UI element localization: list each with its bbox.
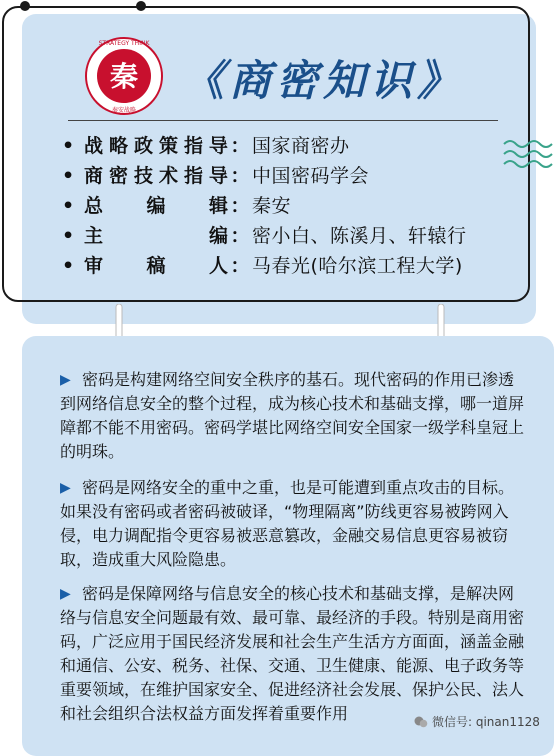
credit-row [62,221,467,251]
credit-role-char: 指 [183,165,203,187]
title-divider [68,120,498,121]
credit-role-char: 稿 [146,255,166,277]
credit-name: 马春光(哈尔滨工程大学) [252,255,463,277]
bullet-dot-icon: • [62,135,75,157]
wave-decoration-icon [502,136,554,176]
triangle-bullet-icon: ▶ [60,480,71,496]
wechat-watermark [414,713,540,730]
bullet-dot-icon: • [62,255,75,277]
triangle-bullet-icon: ▶ [60,586,71,602]
credit-role-char: 编 [146,195,166,217]
credit-name: 秦安 [252,195,292,217]
credit-row [62,161,467,191]
think-tank-seal-logo [84,36,164,116]
credit-row [62,131,467,161]
watermark-text: 微信号: qinan1128 [432,715,540,729]
credit-role-char: 政 [133,135,153,157]
page-title: 《商密知识》 [182,56,465,105]
credit-role-char: 辑 [208,195,228,217]
credit-role-char: 战 [84,135,104,157]
paragraph-text: 密码是构建网络空间安全秩序的基石。现代密码的作用已渗透到网络信息安全的整个过程，成为核心技术和基础支撑，哪一道屏障都不能不用密码。密码学堪比网络空间安全国家一级学科皇冠上的明珠。 [60,370,525,461]
wechat-icon [414,715,428,729]
paragraph-2 [60,476,524,572]
credit-row [62,191,467,221]
bullet-dot-icon: • [62,195,75,217]
credit-colon: ： [230,255,250,277]
credit-name: 中国密码学会 [252,165,370,187]
credit-name: 国家商密办 [252,135,350,157]
credit-role-char: 人 [208,255,228,277]
triangle-bullet-icon: ▶ [60,372,71,388]
credit-role [84,221,228,251]
bullet-dot-icon: • [62,165,75,187]
credit-colon: ： [230,225,250,247]
credit-role [84,131,228,161]
credit-role-char: 审 [84,255,104,277]
paragraph-3 [60,582,524,726]
credit-role-char: 策 [158,135,178,157]
credit-role-char: 导 [208,135,228,157]
credit-colon: ： [230,195,250,217]
credit-role-char: 主 [84,225,104,247]
credit-role-char: 导 [208,165,228,187]
credit-role [84,251,228,281]
paragraph-1 [60,368,524,464]
credit-role-char: 指 [183,135,203,157]
credit-colon: ： [230,165,250,187]
paragraph-text: 密码是保障网络与信息安全的核心技术和基础支撑，是解决网络与信息安全问题最有效、最可靠、最经济的手段。特别是商用密码，广泛应用于国民经济发展和社会生产生活方方面面，涵盖金融和通信、公安、税务、社保、交通、卫生健康、能源、电子政务等重要领域，在维护国家安全、促进经济社会发展、保护公民、法人和社会组织合法权益方面发挥着重要作用 [60,584,525,723]
credit-role-char: 总 [84,195,104,217]
credit-role-char: 术 [158,165,178,187]
svg-text:秦安战略: 秦安战略 [111,107,137,114]
credits-list [62,131,467,281]
svg-text:STRATEGY THINK: STRATEGY THINK [98,40,150,47]
credit-role-char: 略 [108,135,128,157]
outline-dot-left [20,1,30,11]
credit-role [84,161,228,191]
credit-role-char: 编 [208,225,228,247]
svg-text:秦: 秦 [109,60,139,93]
credit-row [62,251,467,281]
credit-colon: ： [230,135,250,157]
credit-role [84,191,228,221]
credit-role-char: 密 [108,165,128,187]
paragraph-text: 密码是网络安全的重中之重，也是可能遭到重点攻击的目标。如果没有密码或者密码被破译，“物理隔离”防线更容易被跨网入侵，电力调配指令更容易被恶意篡改，金融交易信息更容易被窃取，造成重大风险隐患。 [60,478,515,569]
credit-name: 密小白、陈溪月、轩辕行 [252,225,467,247]
outline-dot-right [136,1,146,11]
bullet-dot-icon: • [62,225,75,247]
credit-role-char: 商 [84,165,104,187]
credit-role-char: 技 [133,165,153,187]
